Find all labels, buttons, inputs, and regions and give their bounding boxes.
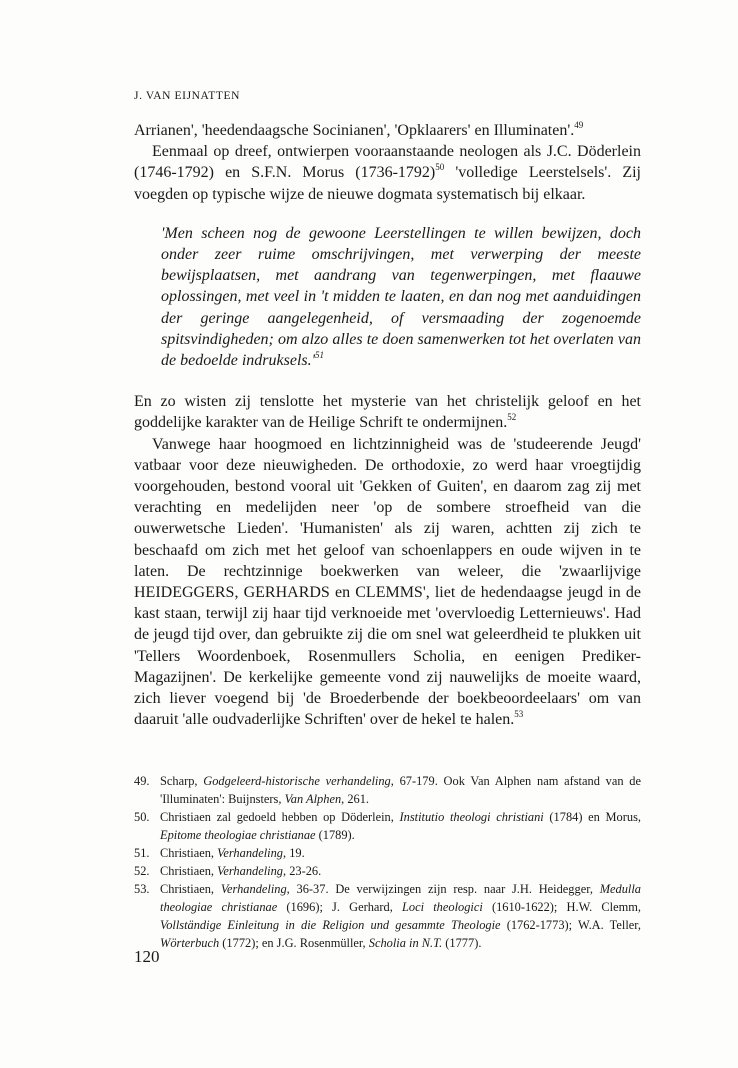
footnotes	[134, 772, 641, 952]
footnote-ref-51: 51	[315, 349, 325, 360]
footnote-ref-49: 49	[574, 119, 584, 130]
page-number: 120	[134, 947, 160, 966]
footnote-50: 50. Christiaen zal gedoeld hebben op Döderlein, Institutio theologi christiani (1784) en Morus, Epitome theologiae christianae (1789).	[134, 810, 641, 842]
paragraph-2: Eenmaal op dreef, ontwierpen vooraanstaande neologen als J.C. Döderlein (1746-1792) en S.F.N. Morus (1736-1792)$^{50}$ 'volledige Leerstelsels'. Zij voegden op typische wijze de nieuwe dogmata systematisch bij elkaar.	[134, 143, 642, 203]
footnote-49: 49. Scharp, Godgeleerd-historische verhandeling, 67-179. Ook Van Alphen nam afstand van de 'Illuminaten': Buijnsters, Van Alphen, 261.	[134, 774, 641, 806]
footnote-52: 52. Christiaen, Verhandeling, 23-26.	[134, 864, 322, 878]
paragraph-1: Arrianen', 'heedendaagsche Socinianen', 'Opklaarers' en Illuminaten'.$^{49}$	[134, 119, 584, 139]
footnote-51: 51. Christiaen, Verhandeling, 19.	[134, 846, 305, 860]
paragraph-4: Vanwege haar hoogmoed en lichtzinnigheid was de 'studeerende Jeugd' vatbaar voor deze nieuwigheden. De orthodoxie, zo werd haar vroegtijdig voorgehouden, bestond vooral uit 'Gekken of Guiten', en daarom zag zij met verachting en medelijden neer 'op de sombere stroefheid van die ouwerwetsche Lieden'. 'Humanisten' als zij waren, achtten zij zich te beschaafd om zich met het geloof van schoenlappers en oude wijven in te laten. De rechtzinnige boekwerken van weleer, die 'zwaarlijvige HEIDEGGERS, GERHARDS en CLEMMS', liet de hedendaagse jeugd in de kast staan, terwijl zij haar tijd verknoeide met 'overvloedig Letternieuws'. Had de jeugd tijd over, dan gebruikte zij die om snel wat geleerdheid te plukken uit 'Tellers Woordenboek, Rosenmullers Scholia, en eenigen Prediker-Magazijnen'. De kerkelijke gemeente vond zij nauwelijks de moeite waard, zich liever voegend bij 'de Broederbende der boekbeoordeelaars' om van daaruit 'alle oudvaderlijke Schriften' over de hekel te halen.$^{53}$	[134, 435, 641, 729]
main-text	[134, 120, 641, 730]
paragraph-3: En zo wisten zij tenslotte het mysterie van het christelijk geloof en het goddelijke karakter van de Heilige Schrift te ondermijnen.$^{52}$	[134, 393, 641, 432]
footnote-ref-52: 52	[507, 412, 517, 423]
block-quote: 'Men scheen nog de gewoone Leerstellingen te willen bewijzen, doch onder zeer ruime omschrijvingen, met verwerping der meeste bewijsplaatsen, met aandrang van tegenwerpingen, met flaauwe oplossingen, met veel in 't midden te laaten, en dan nog met aanduidingen der geringe aangelegenheid, of versmaading der zogenoemde spitsvindigheden; om alzo alles te doen samenwerken tot het overlaten van de bedoelde $indruksels.'^{51}$	[161, 224, 641, 370]
footnote-ref-50: 50	[435, 162, 445, 173]
running-head: J. VAN EIJNATTEN	[134, 90, 240, 102]
footnote-53: 53. Christiaen, Verhandeling, 36-37. De verwijzingen zijn resp. naar J.H. Heidegger, Medulla theologiae christianae (1696); J. Gerhard, Loci theologici (1610-1622); H.W. Clemm, Vollständige Einleitung in die Religion und gesammte Theologie (1762-1773); W.A. Teller, Wörterbuch (1772); en J.G. Rosenmüller, Scholia in N.T. (1777).	[134, 882, 641, 950]
footnote-ref-53: 53	[514, 708, 524, 719]
